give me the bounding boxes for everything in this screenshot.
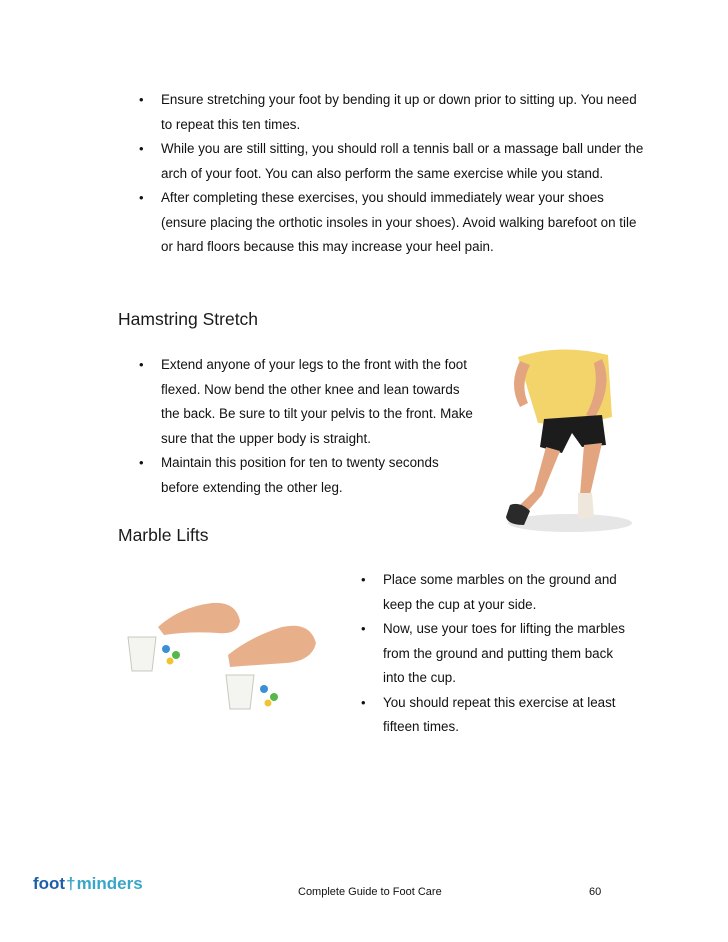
list-item: • Extend anyone of your legs to the front with the foot flexed. Now bend the other knee and lean towards the back. Be sure to tilt your pelvis to the front. Make sure that the upper body is straight. (137, 353, 477, 451)
marble-heading: Marble Lifts (118, 525, 209, 545)
logo-text-minders: minders (76, 874, 143, 893)
marble-lifts-image (120, 585, 330, 720)
hamstring-stretch-image (490, 345, 640, 535)
list-item: • Maintain this position for ten to twenty seconds before extending the other leg. (137, 451, 477, 500)
list-item: • Place some marbles on the ground and keep the cup at your side. (359, 568, 629, 617)
footer-title: Complete Guide to Foot Care (298, 886, 442, 898)
hamstring-heading: Hamstring Stretch (118, 309, 259, 329)
footminders-logo (33, 874, 143, 894)
list-item: • Now, use your toes for lifting the marbles from the ground and putting them back into the cup. (359, 617, 629, 691)
list-item: • While you are still sitting, you should roll a tennis ball or a massage ball under the arch of your foot. You can also perform the same exercise while you stand. (137, 137, 647, 186)
intro-bullet-list (137, 88, 647, 260)
list-item: • You should repeat this exercise at least fifteen times. (359, 691, 629, 740)
logo-text-foot: foot (33, 874, 66, 893)
list-item: • After completing these exercises, you should immediately wear your shoes (ensure placing the orthotic insoles in your shoes). Avoid walking barefoot on tile or hard floors because this may increase your heel pain. (137, 186, 647, 260)
logo-figure-icon: † (66, 874, 76, 893)
page-number: 60 (589, 886, 602, 898)
hamstring-bullet-list (137, 353, 477, 500)
list-item: • Ensure stretching your foot by bending it up or down prior to sitting up. You need to repeat this ten times. (137, 88, 647, 137)
marble-bullet-list (359, 568, 629, 740)
